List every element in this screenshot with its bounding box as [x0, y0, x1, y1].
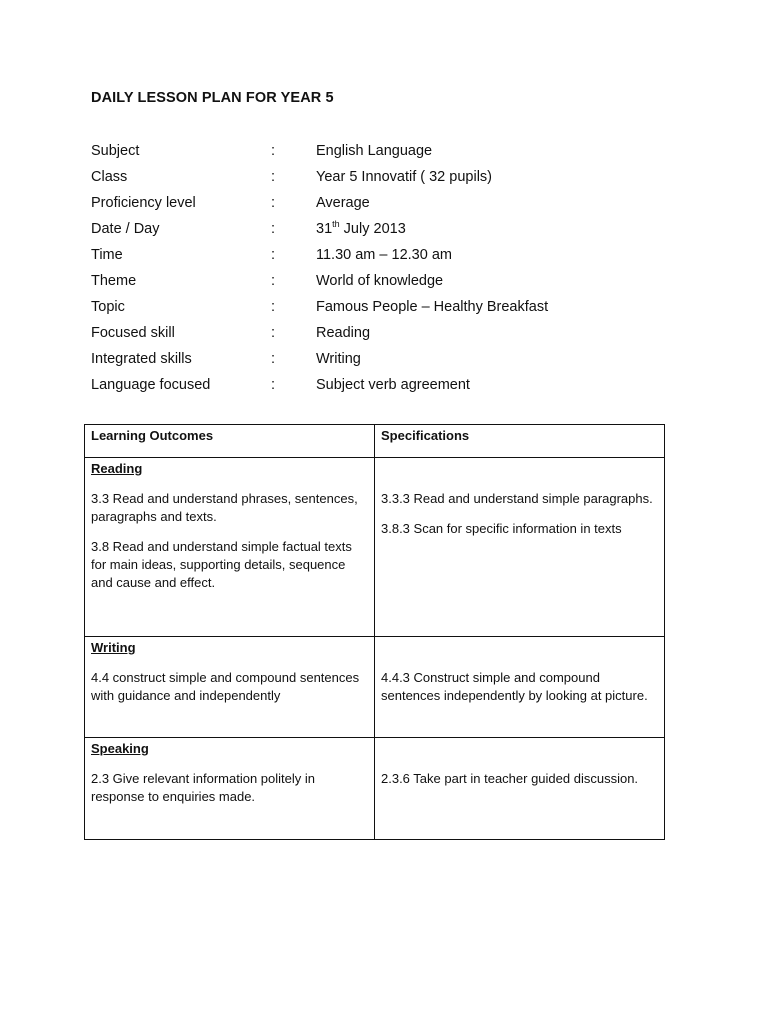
page-title: DAILY LESSON PLAN FOR YEAR 5: [91, 90, 334, 106]
info-colon: :: [271, 221, 276, 237]
info-row-integrated-skills: [91, 349, 691, 375]
info-row-proficiency-level: [91, 193, 691, 219]
info-row-theme: [91, 271, 691, 297]
info-row-class: [91, 167, 691, 193]
specification-text: 3.3.3 Read and understand simple paragraphs.: [381, 491, 653, 506]
writing-specifications-cell: [375, 637, 665, 738]
writing-outcomes-cell: [85, 637, 375, 738]
date-day-number: 31: [316, 221, 333, 237]
table-row-speaking: [85, 738, 665, 840]
info-colon: :: [271, 377, 276, 393]
info-colon: :: [271, 273, 276, 289]
reading-specifications-cell: [375, 458, 665, 637]
table-row-writing: [85, 637, 665, 738]
info-colon: :: [271, 169, 276, 185]
info-colon: :: [271, 143, 276, 159]
section-heading-writing: Writing: [91, 640, 136, 655]
info-value: Reading: [316, 325, 371, 341]
header-learning-outcomes: Learning Outcomes: [85, 425, 375, 458]
info-label: Subject: [91, 143, 140, 159]
date-ordinal-suffix: th: [332, 219, 340, 230]
info-label: Theme: [91, 273, 137, 289]
info-label: Class: [91, 169, 128, 185]
lesson-info-list: [91, 141, 691, 401]
speaking-specifications-cell: [375, 738, 665, 840]
info-label: Integrated skills: [91, 351, 192, 367]
info-value: Famous People – Healthy Breakfast: [316, 299, 549, 315]
info-value: Average: [316, 195, 370, 211]
info-label: Date / Day: [91, 221, 160, 237]
info-label: Topic: [91, 299, 125, 315]
info-row-subject: [91, 141, 691, 167]
info-colon: :: [271, 299, 276, 315]
info-colon: :: [271, 325, 276, 341]
specification-text: 4.4.3 Construct simple and compound sentences independently by looking at picture.: [381, 670, 648, 703]
date-month-year: July 2013: [339, 221, 406, 237]
outcome-text: 4.4 construct simple and compound sentences with guidance and independently: [91, 670, 360, 703]
table-row-reading: [85, 458, 665, 637]
speaking-outcomes-cell: [85, 738, 375, 840]
info-value: 11.30 am – 12.30 am: [316, 247, 452, 263]
info-label: Focused skill: [91, 325, 175, 341]
header-specifications: Specifications: [375, 425, 665, 458]
info-row-time: [91, 245, 691, 271]
learning-outcomes-table: [84, 424, 665, 840]
reading-outcomes-cell: [85, 458, 375, 637]
info-label: Time: [91, 247, 123, 263]
info-value: Year 5 Innovatif ( 32 pupils): [316, 169, 492, 185]
outcome-text: 3.8 Read and understand simple factual texts for main ideas, supporting details, sequence and cause and effect.: [91, 539, 352, 590]
info-label: Language focused: [91, 377, 211, 393]
info-colon: :: [271, 351, 276, 367]
info-colon: :: [271, 195, 276, 211]
section-heading-speaking: Speaking: [91, 741, 149, 756]
info-row-focused-skill: [91, 323, 691, 349]
section-heading-reading: Reading: [91, 461, 143, 476]
info-label: Proficiency level: [91, 195, 196, 211]
info-row-date-day: [91, 219, 691, 245]
info-value: English Language: [316, 143, 433, 159]
table-header-row: [85, 425, 665, 458]
info-value-date: [316, 219, 406, 239]
info-row-topic: [91, 297, 691, 323]
info-colon: :: [271, 247, 276, 263]
info-row-language-focused: [91, 375, 691, 401]
outcome-text: 3.3 Read and understand phrases, sentences, paragraphs and texts.: [91, 491, 358, 524]
info-value: Writing: [316, 351, 361, 367]
specification-text: 3.8.3 Scan for specific information in texts: [381, 521, 622, 536]
specification-text: 2.3.6 Take part in teacher guided discussion.: [381, 771, 639, 786]
info-value: World of knowledge: [316, 273, 444, 289]
outcome-text: 2.3 Give relevant information politely in response to enquiries made.: [91, 771, 316, 804]
info-value: Subject verb agreement: [316, 377, 470, 393]
